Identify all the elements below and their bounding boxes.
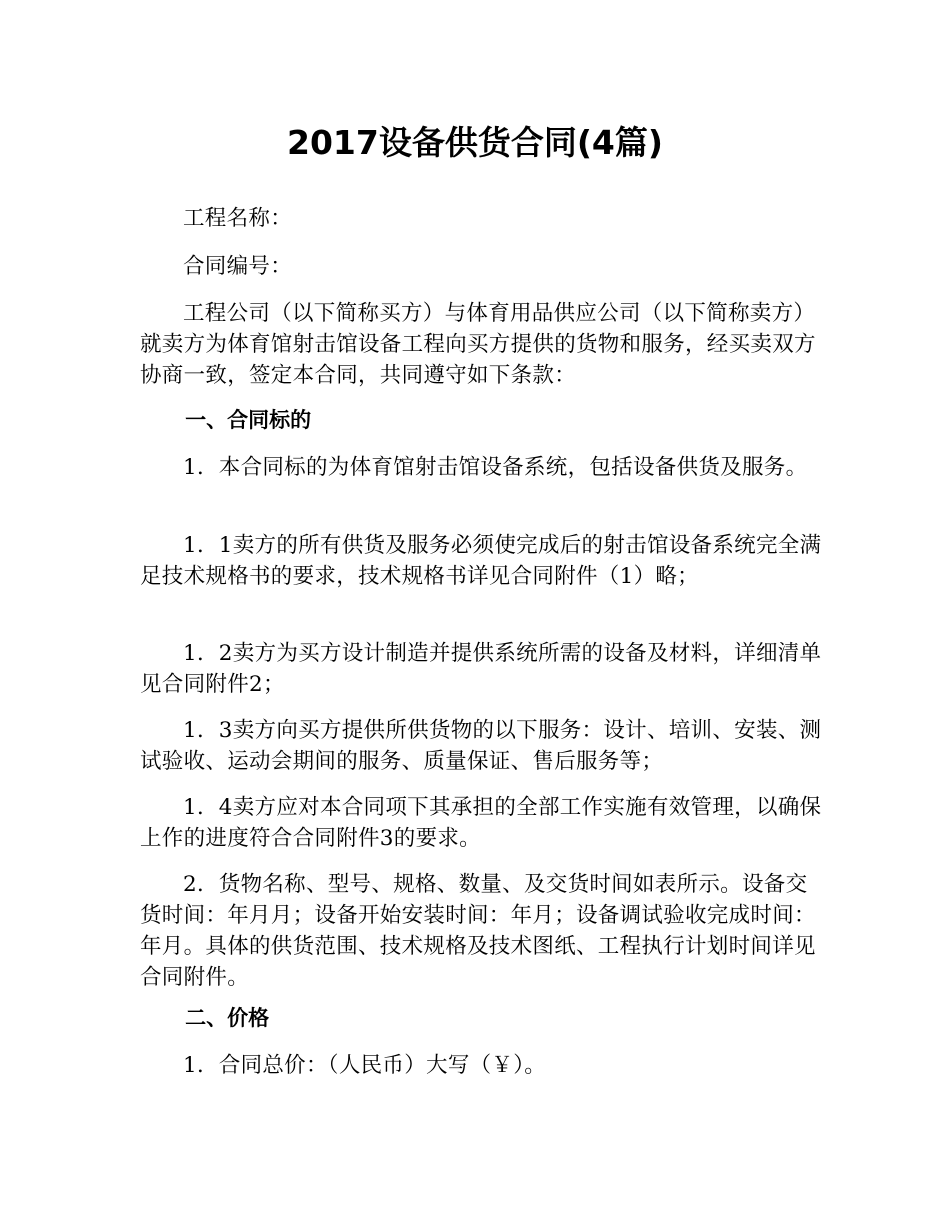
- clause-1-4: 1．4卖方应对本合同项下其承担的全部工作实施有效管理，以确保上作的进度符合合同附件3的要求。: [140, 795, 822, 851]
- intro-paragraph: 工程公司（以下简称买方）与体育用品供应公司（以下简称卖方）就卖方为体育馆射击馆设备工程向买方提供的货物和服务，经买卖双方协商一致，签定本合同，共同遵守如下条款：: [140, 301, 816, 388]
- price-clause-1: 1．合同总价：（人民币）大写（￥）。: [183, 1053, 547, 1078]
- section-heading-subject: 一、合同标的: [185, 408, 312, 432]
- clause-1: 1．本合同标的为体育馆射击馆设备系统，包括设备供货及服务。: [183, 455, 808, 480]
- clause-1-3: 1．3卖方向买方提供所供货物的以下服务：设计、培训、安装、测试验收、运动会期间的服务、质量保证、售后服务等；: [140, 718, 822, 774]
- contract-no-label: 合同编号：: [183, 254, 293, 279]
- clause-1-1: 1．1卖方的所有供货及服务必须使完成后的射击馆设备系统完全满足技术规格书的要求，技术规格书详见合同附件（1）略；: [140, 533, 822, 589]
- clause-2: 2．货物名称、型号、规格、数量、及交货时间如表所示。设备交货时间：年月月；设备开始安装时间：年月；设备调试验收完成时间：年月。具体的供货范围、技术规格及技术图纸、工程执行计划时间详见合同附件。: [140, 872, 816, 990]
- clause-1-2: 1．2卖方为买方设计制造并提供系统所需的设备及材料，详细清单见合同附件2；: [140, 641, 822, 697]
- document-title: 2017设备供货合同(4篇): [287, 123, 663, 162]
- section-heading-price: 二、价格: [185, 1006, 270, 1030]
- project-name-label: 工程名称：: [183, 206, 293, 231]
